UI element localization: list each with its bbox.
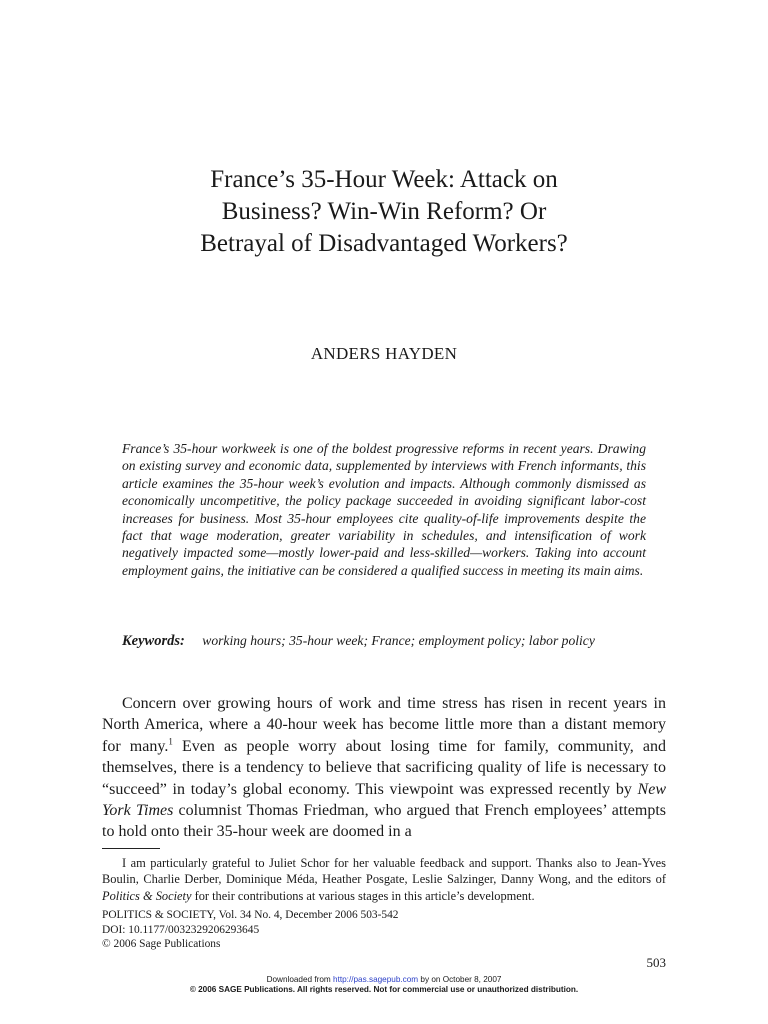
article-title	[100, 164, 668, 260]
download-notice	[0, 975, 768, 995]
keywords-list: working hours; 35-hour week; France; employment policy; labor policy	[202, 633, 595, 648]
title-line-1: France’s 35-Hour Week: Attack on	[210, 166, 558, 193]
body-text-part-1: Concern over growing hours of work and time stress has risen in recent years in North America, where a 40-hour week has become little more than a distant memory for many.	[102, 695, 666, 755]
body-emphasis: New York Times	[102, 780, 666, 820]
footnote-divider	[102, 848, 160, 849]
download-prefix: Downloaded from	[266, 975, 334, 984]
journal-info	[102, 908, 398, 952]
footnote-reference: 1	[168, 736, 173, 747]
body-text-part-3: columnist Thomas Friedman, who argued that French employees’ attempts to hold onto their 35-hour week are doomed in a	[102, 802, 666, 841]
source-link[interactable]: http://pas.sagepub.com	[333, 975, 419, 984]
footnote-part-1: I am particularly grateful to Juliet Schor for her valuable feedback and support. Thanks also to Jean-Yves Boulin, Charlie Derber, Dominique Méda, Heather Posgate, Leslie Salzinger, Danny Wong, and the editors of	[102, 856, 666, 887]
title-line-3: Betrayal of Disadvantaged Workers?	[200, 230, 568, 257]
journal-copyright: © 2006 Sage Publications	[102, 938, 221, 951]
footnote-part-2: for their contributions at various stages in this article’s development.	[191, 888, 535, 903]
acknowledgment-footnote	[102, 855, 666, 904]
journal-citation: POLITICS & SOCIETY, Vol. 34 No. 4, December 2006 503-542	[102, 909, 399, 921]
title-line-2: Business? Win-Win Reform? Or	[221, 198, 547, 225]
journal-doi: DOI: 10.1177/0032329206293645	[102, 923, 260, 936]
body-paragraph	[102, 693, 666, 843]
keywords-label: Keywords:	[122, 633, 185, 649]
footnote-emphasis: Politics & Society	[102, 888, 192, 903]
author-name: ANDERS HAYDEN	[310, 344, 458, 363]
download-suffix: by on October 8, 2007	[418, 975, 502, 984]
body-text-part-2: Even as people worry about losing time for family, community, and themselves, there is a tendency to believe that sacrificing quality of life is necessary to “succeed” in today’s global economy. This viewpoint was expressed recently by	[102, 737, 666, 798]
page-number: 503	[646, 955, 666, 970]
download-copyright: © 2006 SAGE Publications. All rights reserved. Not for commercial use or unauthorized distribution.	[189, 985, 579, 994]
keywords	[122, 632, 646, 650]
abstract: France’s 35-hour workweek is one of the boldest progressive reforms in recent years. Drawing on existing survey and economic data, supplemented by interviews with French informants, this article examines the 35-hour week’s evolution and impacts. Although commonly dismissed as economically uncompetitive, the policy package succeeded in avoiding significant labor-cost increases for business. Most 35-hour employees cite quality-of-life improvements despite the fact that wage moderation, greater variability in schedules, and intensification of work negatively impacted some—mostly lower-paid and less-skilled—workers. Taking into account employment gains, the initiative can be considered a qualified success in meeting its main aims.	[122, 441, 646, 578]
download-line	[0, 975, 768, 985]
